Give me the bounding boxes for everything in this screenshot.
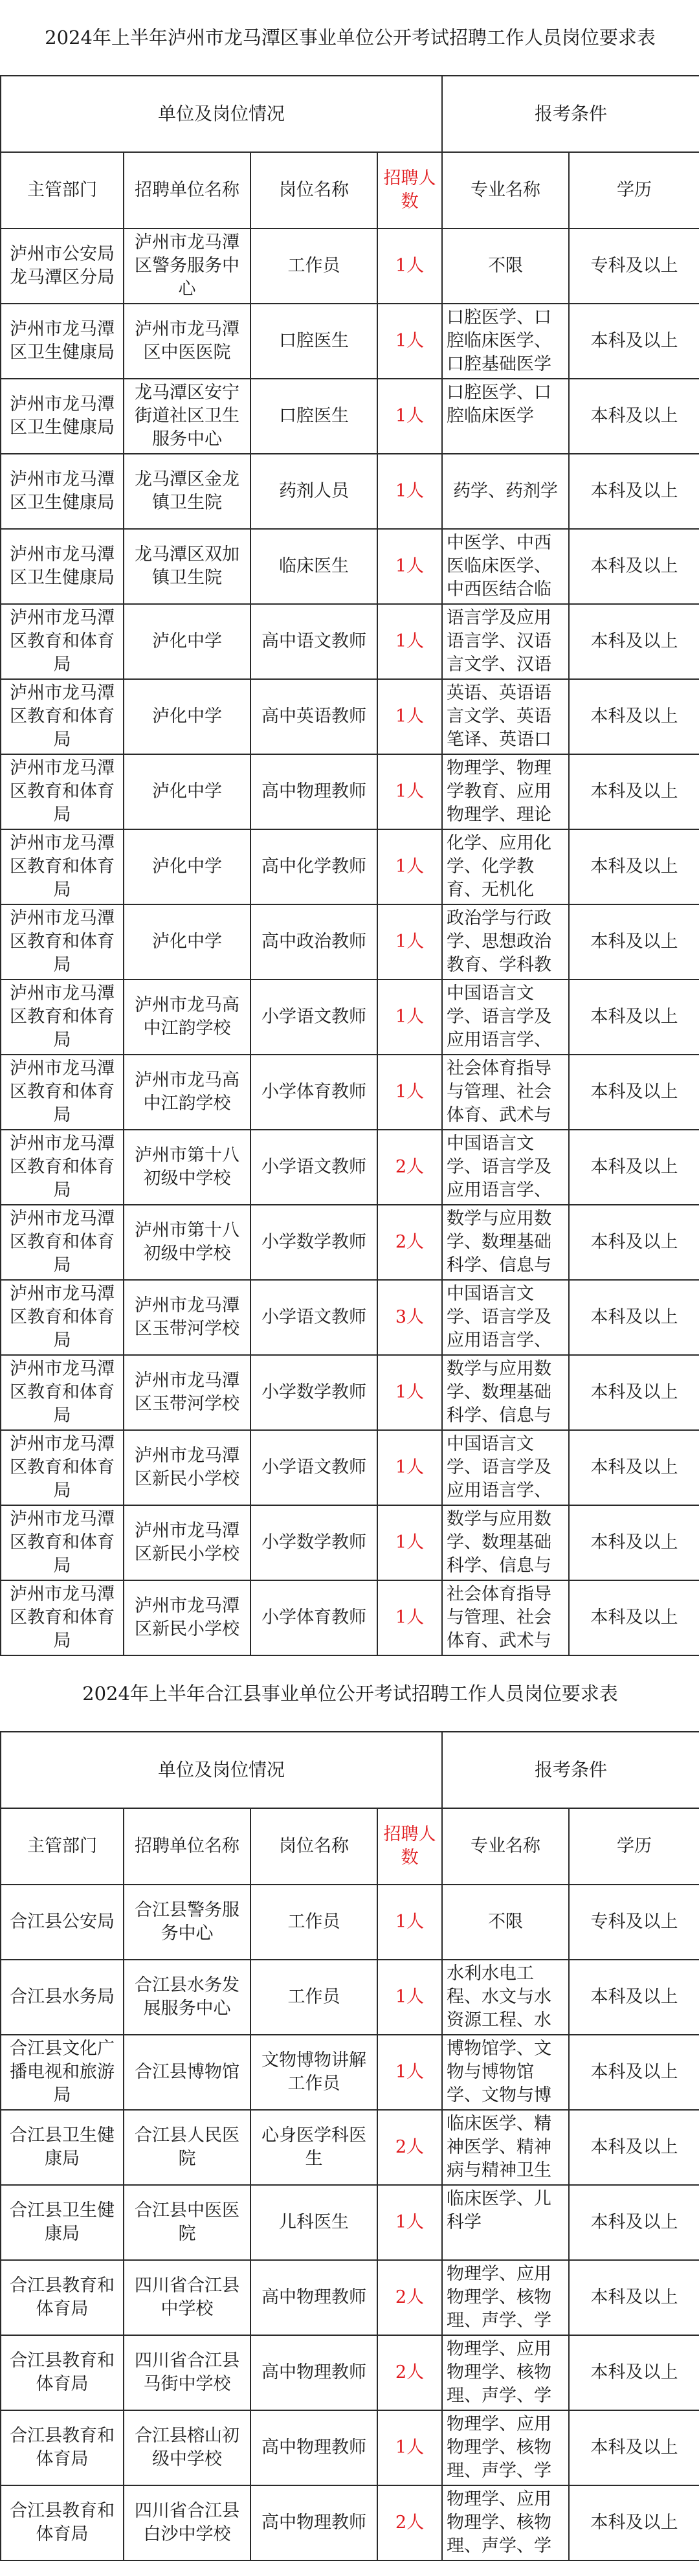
major-cell (442, 904, 569, 980)
education-cell: 本科及以上 (569, 829, 699, 904)
education-cell: 本科及以上 (569, 604, 699, 679)
section-title: 2024年上半年合江县事业单位公开考试招聘工作人员岗位要求表 (1, 1655, 699, 1732)
unit-cell: 合江县中医医院 (124, 2185, 250, 2260)
major-cell (442, 2260, 569, 2335)
count-cell: 2人 (377, 2260, 442, 2335)
unit-cell: 泸州市第十八初级中学校 (124, 1205, 250, 1280)
unit-cell: 泸州市龙马潭区警务服务中心 (124, 229, 250, 304)
major-text: 中国语言文学、语言学及应用语言学、 (447, 1434, 551, 1501)
dept-cell: 合江县公安局 (1, 1885, 124, 1960)
count-cell: 1人 (377, 604, 442, 679)
major-cell (442, 2485, 569, 2560)
count-cell: 1人 (377, 679, 442, 754)
major-cell (442, 679, 569, 754)
unit-cell: 泸化中学 (124, 679, 250, 754)
table-row (1, 2335, 699, 2410)
post-cell: 口腔医生 (250, 379, 377, 454)
major-text: 中医学、中西医临床医学、中西医结合临 (447, 533, 551, 599)
column-header: 招聘单位名称 (124, 152, 250, 229)
count-cell: 2人 (377, 2110, 442, 2185)
education-cell: 本科及以上 (569, 2335, 699, 2410)
post-cell: 高中物理教师 (250, 2335, 377, 2410)
major-text: 物理学、应用物理学、核物理、声学、学 (447, 2489, 551, 2556)
major-cell: 不限 (442, 1885, 569, 1960)
dept-cell: 合江县文化广播电视和旅游局 (1, 2035, 124, 2110)
major-cell (442, 1580, 569, 1655)
dept-cell: 泸州市龙马潭区卫生健康局 (1, 379, 124, 454)
major-text: 口腔医学、口腔临床医学 (447, 383, 551, 426)
unit-cell: 合江县人民医院 (124, 2110, 250, 2185)
table-row (1, 829, 699, 904)
major-text: 中国语言文学、语言学及应用语言学、 (447, 983, 551, 1050)
post-cell: 高中语文教师 (250, 604, 377, 679)
count-cell: 2人 (377, 2335, 442, 2410)
table-row (1, 1505, 699, 1580)
education-cell: 本科及以上 (569, 379, 699, 454)
count-cell: 1人 (377, 229, 442, 304)
post-cell: 药剂人员 (250, 454, 377, 529)
group-left-header: 单位及岗位情况 (1, 1732, 442, 1808)
dept-cell: 泸州市龙马潭区教育和体育局 (1, 1430, 124, 1505)
column-header: 岗位名称 (250, 1808, 377, 1885)
count-cell: 1人 (377, 2185, 442, 2260)
recruitment-table-body (1, 0, 699, 2560)
post-cell: 小学语文教师 (250, 1430, 377, 1505)
post-cell: 小学体育教师 (250, 1055, 377, 1130)
count-cell: 2人 (377, 1205, 442, 1280)
major-cell (442, 1430, 569, 1505)
count-cell: 1人 (377, 980, 442, 1055)
unit-cell: 泸州市龙马潭区玉带河学校 (124, 1355, 250, 1430)
education-cell: 本科及以上 (569, 1280, 699, 1355)
dept-cell: 泸州市龙马潭区教育和体育局 (1, 1130, 124, 1205)
column-header: 岗位名称 (250, 152, 377, 229)
post-cell: 小学数学教师 (250, 1505, 377, 1580)
post-cell: 工作员 (250, 1885, 377, 1960)
major-text: 数学与应用数学、数理基础科学、信息与 (447, 1209, 551, 1275)
dept-cell: 泸州市龙马潭区卫生健康局 (1, 529, 124, 604)
post-cell: 小学数学教师 (250, 1205, 377, 1280)
dept-cell: 泸州市龙马潭区教育和体育局 (1, 604, 124, 679)
dept-cell: 泸州市龙马潭区卫生健康局 (1, 304, 124, 379)
education-cell: 本科及以上 (569, 2035, 699, 2110)
major-text: 临床医学、儿科学 (447, 2189, 551, 2232)
post-cell: 高中物理教师 (250, 754, 377, 829)
table-row (1, 1055, 699, 1130)
section-title: 2024年上半年泸州市龙马潭区事业单位公开考试招聘工作人员岗位要求表 (1, 0, 699, 76)
count-cell: 1人 (377, 1580, 442, 1655)
unit-cell: 四川省合江县马街中学校 (124, 2335, 250, 2410)
table-row (1, 2185, 699, 2260)
post-cell: 小学体育教师 (250, 1580, 377, 1655)
table-row (1, 1580, 699, 1655)
table-row (1, 2260, 699, 2335)
count-cell: 1人 (377, 2035, 442, 2110)
major-cell (442, 2110, 569, 2185)
major-cell (442, 829, 569, 904)
count-cell: 1人 (377, 904, 442, 980)
dept-cell: 泸州市龙马潭区教育和体育局 (1, 980, 124, 1055)
table-row (1, 754, 699, 829)
major-text: 社会体育指导与管理、社会体育、武术与 (447, 1584, 551, 1651)
major-text: 社会体育指导与管理、社会体育、武术与 (447, 1058, 551, 1125)
count-cell: 1人 (377, 754, 442, 829)
major-text: 数学与应用数学、数理基础科学、信息与 (447, 1509, 551, 1576)
table-row (1, 1430, 699, 1505)
unit-cell: 四川省合江县白沙中学校 (124, 2485, 250, 2560)
count-cell: 1人 (377, 379, 442, 454)
dept-cell: 泸州市龙马潭区教育和体育局 (1, 679, 124, 754)
table-row (1, 529, 699, 604)
post-cell: 高中政治教师 (250, 904, 377, 980)
major-text: 语言学及应用语言学、汉语言文学、汉语 (447, 608, 551, 675)
post-cell: 高中物理教师 (250, 2260, 377, 2335)
major-text: 中国语言文学、语言学及应用语言学、 (447, 1134, 551, 1200)
education-cell: 本科及以上 (569, 1505, 699, 1580)
education-cell: 本科及以上 (569, 1960, 699, 2035)
major-cell (442, 1505, 569, 1580)
education-cell: 本科及以上 (569, 904, 699, 980)
major-text: 英语、英语语言文学、英语笔译、英语口 (447, 683, 551, 750)
unit-cell: 泸州市第十八初级中学校 (124, 1130, 250, 1205)
dept-cell: 合江县教育和体育局 (1, 2410, 124, 2485)
major-cell (442, 1280, 569, 1355)
count-cell: 1人 (377, 454, 442, 529)
column-header: 专业名称 (442, 1808, 569, 1885)
unit-cell: 泸州市龙马潭区新民小学校 (124, 1580, 250, 1655)
table-row (1, 2110, 699, 2185)
group-header-row (1, 76, 699, 152)
unit-cell: 泸州市龙马高中江韵学校 (124, 980, 250, 1055)
major-cell (442, 1205, 569, 1280)
unit-cell: 龙马潭区安宁街道社区卫生服务中心 (124, 379, 250, 454)
major-cell (442, 2185, 569, 2260)
post-cell: 心身医学科医生 (250, 2110, 377, 2185)
count-cell: 3人 (377, 1280, 442, 1355)
post-cell: 文物博物讲解工作员 (250, 2035, 377, 2110)
major-text: 政治学与行政学、思想政治教育、学科教 (447, 908, 551, 975)
unit-cell: 龙马潭区金龙镇卫生院 (124, 454, 250, 529)
major-text: 口腔医学、口腔临床医学、口腔基础医学 (447, 308, 551, 374)
education-cell: 本科及以上 (569, 754, 699, 829)
major-cell (442, 1055, 569, 1130)
unit-cell: 合江县警务服务中心 (124, 1885, 250, 1960)
table-row (1, 1130, 699, 1205)
education-cell: 本科及以上 (569, 2410, 699, 2485)
table-row (1, 379, 699, 454)
dept-cell: 泸州市公安局龙马潭区分局 (1, 229, 124, 304)
post-cell: 工作员 (250, 229, 377, 304)
major-text: 物理学、应用物理学、核物理、声学、学 (447, 2264, 551, 2331)
column-header: 招聘单位名称 (124, 1808, 250, 1885)
column-header: 招聘人数 (377, 1808, 442, 1885)
major-cell (442, 1130, 569, 1205)
column-header: 招聘人数 (377, 152, 442, 229)
group-left-header: 单位及岗位情况 (1, 76, 442, 152)
unit-cell: 合江县博物馆 (124, 2035, 250, 2110)
table-row (1, 679, 699, 754)
count-cell: 1人 (377, 829, 442, 904)
dept-cell: 泸州市龙马潭区教育和体育局 (1, 1205, 124, 1280)
education-cell: 专科及以上 (569, 1885, 699, 1960)
education-cell: 本科及以上 (569, 980, 699, 1055)
group-right-header: 报考条件 (442, 76, 699, 152)
education-cell: 本科及以上 (569, 2260, 699, 2335)
education-cell: 本科及以上 (569, 529, 699, 604)
post-cell: 高中化学教师 (250, 829, 377, 904)
table-row (1, 2035, 699, 2110)
count-cell: 1人 (377, 529, 442, 604)
column-header: 主管部门 (1, 152, 124, 229)
major-text: 数学与应用数学、数理基础科学、信息与 (447, 1359, 551, 1426)
count-cell: 1人 (377, 1885, 442, 1960)
table-row (1, 980, 699, 1055)
table-row (1, 1960, 699, 2035)
count-cell: 1人 (377, 1430, 442, 1505)
post-cell: 高中英语教师 (250, 679, 377, 754)
table-row (1, 604, 699, 679)
education-cell: 本科及以上 (569, 2185, 699, 2260)
major-cell (442, 754, 569, 829)
major-text: 水利水电工程、水文与水资源工程、水 (447, 1964, 551, 2030)
dept-cell: 泸州市龙马潭区教育和体育局 (1, 1505, 124, 1580)
unit-cell: 泸州市龙马潭区玉带河学校 (124, 1280, 250, 1355)
post-cell: 小学数学教师 (250, 1355, 377, 1430)
count-cell: 1人 (377, 1355, 442, 1430)
education-cell: 本科及以上 (569, 1355, 699, 1430)
education-cell: 本科及以上 (569, 454, 699, 529)
unit-cell: 合江县榕山初级中学校 (124, 2410, 250, 2485)
education-cell: 本科及以上 (569, 1580, 699, 1655)
major-cell (442, 2410, 569, 2485)
post-cell: 小学语文教师 (250, 1280, 377, 1355)
education-cell: 本科及以上 (569, 2110, 699, 2185)
post-cell: 小学语文教师 (250, 1130, 377, 1205)
count-cell: 2人 (377, 2485, 442, 2560)
table-row (1, 1885, 699, 1960)
major-text: 中国语言文学、语言学及应用语言学、 (447, 1284, 551, 1350)
section-title-row (1, 0, 699, 76)
table-row (1, 229, 699, 304)
major-cell (442, 379, 569, 454)
count-cell: 1人 (377, 1960, 442, 2035)
table-row (1, 454, 699, 529)
post-cell: 高中物理教师 (250, 2410, 377, 2485)
unit-cell: 泸化中学 (124, 904, 250, 980)
education-cell: 本科及以上 (569, 679, 699, 754)
dept-cell: 合江县教育和体育局 (1, 2485, 124, 2560)
major-cell (442, 1355, 569, 1430)
table-row (1, 904, 699, 980)
education-cell: 本科及以上 (569, 2485, 699, 2560)
dept-cell: 泸州市龙马潭区教育和体育局 (1, 1280, 124, 1355)
dept-cell: 泸州市龙马潭区教育和体育局 (1, 1055, 124, 1130)
dept-cell: 合江县教育和体育局 (1, 2335, 124, 2410)
count-cell: 1人 (377, 1505, 442, 1580)
education-cell: 本科及以上 (569, 1205, 699, 1280)
education-cell: 本科及以上 (569, 1055, 699, 1130)
dept-cell: 泸州市龙马潭区教育和体育局 (1, 829, 124, 904)
major-cell (442, 980, 569, 1055)
unit-cell: 泸州市龙马潭区新民小学校 (124, 1505, 250, 1580)
education-cell: 专科及以上 (569, 229, 699, 304)
dept-cell: 泸州市龙马潭区教育和体育局 (1, 1355, 124, 1430)
dept-cell: 合江县水务局 (1, 1960, 124, 2035)
dept-cell: 合江县卫生健康局 (1, 2185, 124, 2260)
count-cell: 1人 (377, 1055, 442, 1130)
post-cell: 临床医生 (250, 529, 377, 604)
dept-cell: 泸州市龙马潭区教育和体育局 (1, 1580, 124, 1655)
major-cell (442, 604, 569, 679)
unit-cell: 泸州市龙马潭区中医医院 (124, 304, 250, 379)
major-cell (442, 2035, 569, 2110)
group-right-header: 报考条件 (442, 1732, 699, 1808)
unit-cell: 合江县水务发展服务中心 (124, 1960, 250, 2035)
table-row (1, 1205, 699, 1280)
column-header: 学历 (569, 1808, 699, 1885)
table-row (1, 2485, 699, 2560)
table-row (1, 1355, 699, 1430)
dept-cell: 合江县教育和体育局 (1, 2260, 124, 2335)
major-text: 博物馆学、文物与博物馆学、文物与博 (447, 2039, 551, 2105)
unit-cell: 泸州市龙马潭区新民小学校 (124, 1430, 250, 1505)
education-cell: 本科及以上 (569, 1430, 699, 1505)
count-cell: 1人 (377, 304, 442, 379)
post-cell: 儿科医生 (250, 2185, 377, 2260)
major-cell (442, 1960, 569, 2035)
unit-cell: 泸州市龙马高中江韵学校 (124, 1055, 250, 1130)
table-row (1, 2410, 699, 2485)
column-header-row (1, 1808, 699, 1885)
dept-cell: 泸州市龙马潭区教育和体育局 (1, 754, 124, 829)
major-cell (442, 529, 569, 604)
major-text: 物理学、应用物理学、核物理、声学、学 (447, 2414, 551, 2481)
section-title-row (1, 1655, 699, 1732)
unit-cell: 泸化中学 (124, 829, 250, 904)
education-cell: 本科及以上 (569, 1130, 699, 1205)
column-header: 专业名称 (442, 152, 569, 229)
unit-cell: 泸化中学 (124, 754, 250, 829)
unit-cell: 四川省合江县中学校 (124, 2260, 250, 2335)
major-text: 物理学、物理学教育、应用物理学、理论 (447, 758, 551, 825)
major-text: 临床医学、精神医学、精神病与精神卫生 (447, 2114, 551, 2180)
column-header: 学历 (569, 152, 699, 229)
group-header-row (1, 1732, 699, 1808)
major-cell (442, 304, 569, 379)
column-header: 主管部门 (1, 1808, 124, 1885)
dept-cell: 泸州市龙马潭区教育和体育局 (1, 904, 124, 980)
major-text: 化学、应用化学、化学教育、无机化 (447, 833, 551, 900)
unit-cell: 龙马潭区双加镇卫生院 (124, 529, 250, 604)
post-cell: 小学语文教师 (250, 980, 377, 1055)
table-row (1, 304, 699, 379)
post-cell: 工作员 (250, 1960, 377, 2035)
major-cell (442, 2335, 569, 2410)
count-cell: 2人 (377, 1130, 442, 1205)
table-row (1, 1280, 699, 1355)
major-text: 物理学、应用物理学、核物理、声学、学 (447, 2339, 551, 2406)
major-cell: 药学、药剂学 (442, 454, 569, 529)
column-header-row (1, 152, 699, 229)
post-cell: 口腔医生 (250, 304, 377, 379)
dept-cell: 泸州市龙马潭区卫生健康局 (1, 454, 124, 529)
post-cell: 高中物理教师 (250, 2485, 377, 2560)
education-cell: 本科及以上 (569, 304, 699, 379)
unit-cell: 泸化中学 (124, 604, 250, 679)
dept-cell: 合江县卫生健康局 (1, 2110, 124, 2185)
major-cell: 不限 (442, 229, 569, 304)
count-cell: 1人 (377, 2410, 442, 2485)
